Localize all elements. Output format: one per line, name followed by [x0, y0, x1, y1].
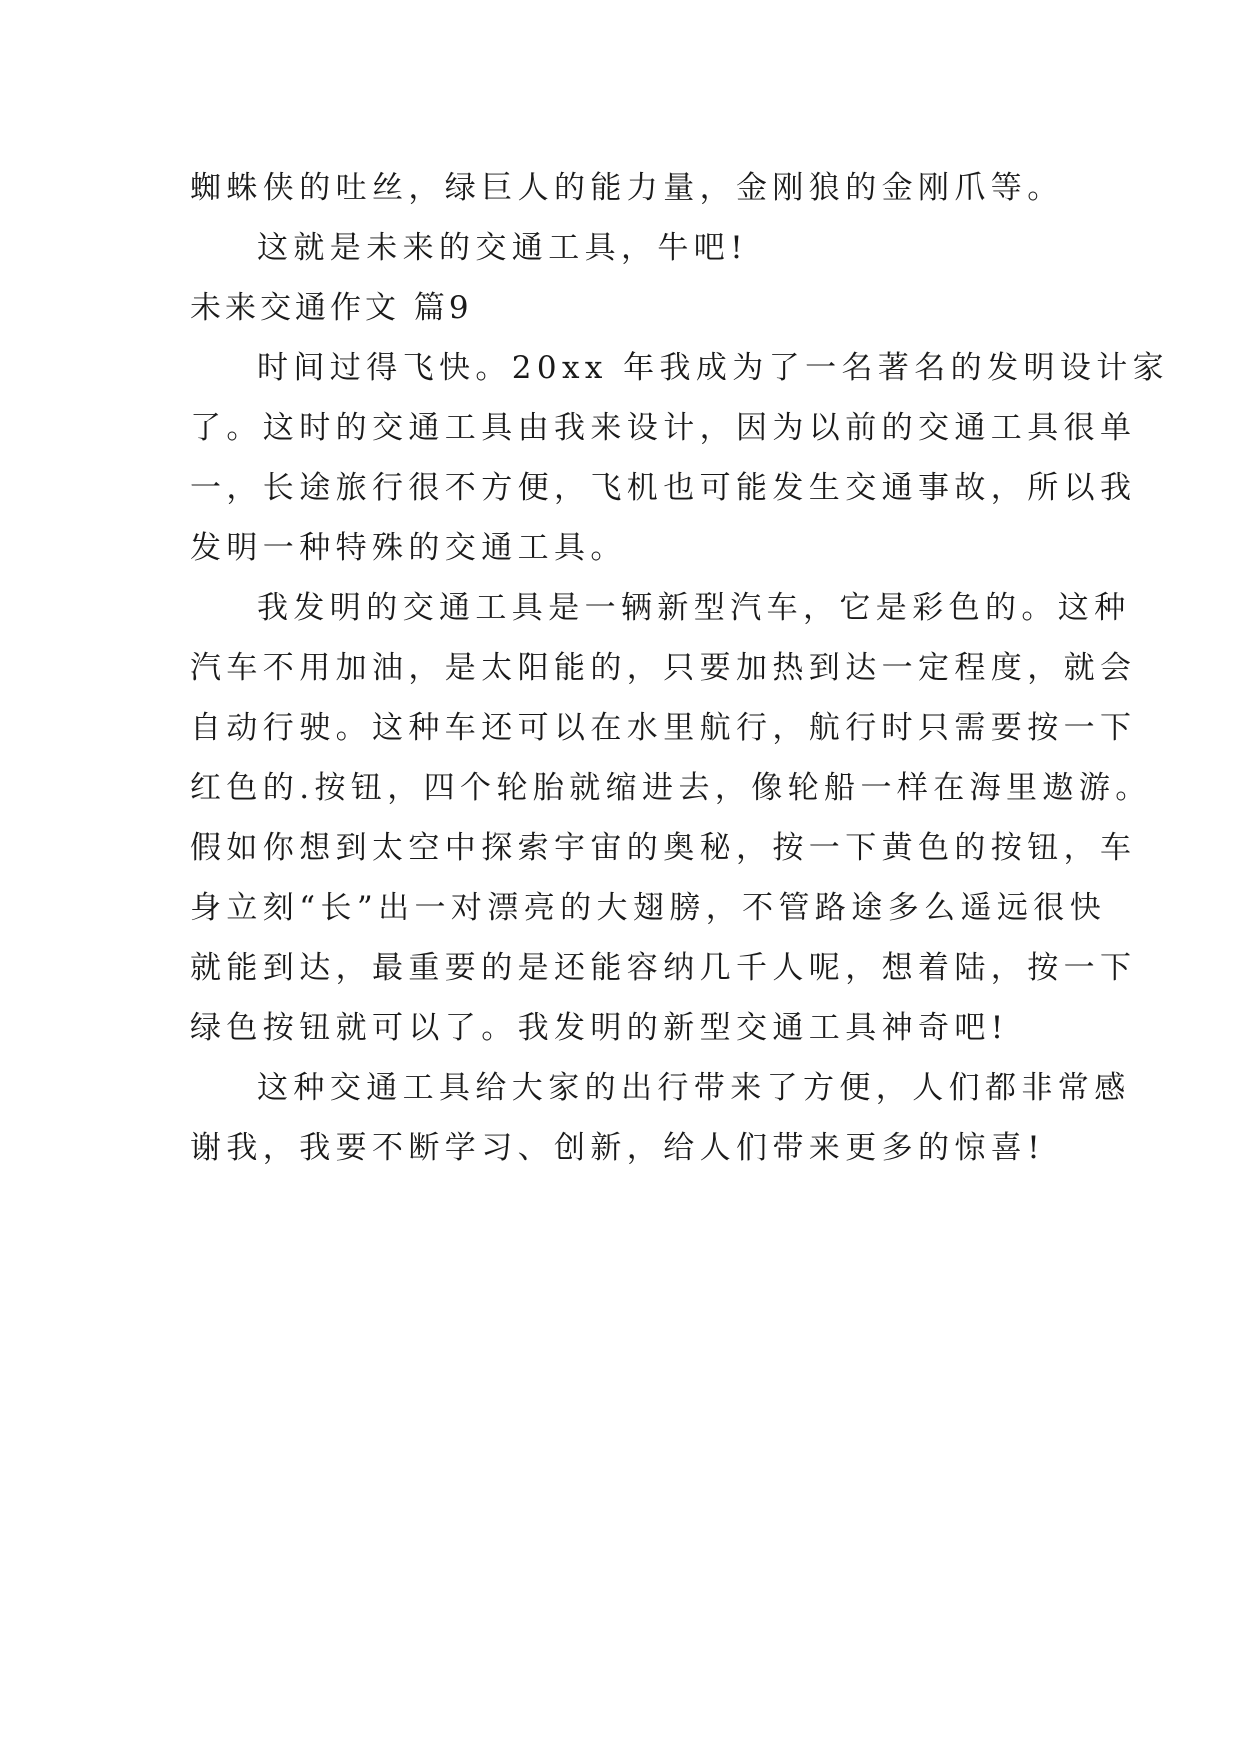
text-line: 发明一种特殊的交通工具。: [190, 530, 627, 566]
text-line: 这就是未来的交通工具，牛吧!: [257, 230, 749, 266]
text-line: 这种交通工具给大家的出行带来了方便，人们都非常感: [257, 1070, 1131, 1106]
document-page: [190, 158, 1170, 1178]
text-line: 假如你想到太空中探索宇宙的奥秘，按一下黄色的按钮，车: [190, 830, 1137, 866]
section-heading: 未来交通作文 篇9: [190, 290, 473, 326]
text-line: 就能到达，最重要的是还能容纳几千人呢，想着陆，按一下: [190, 950, 1137, 986]
text-line: 自动行驶。这种车还可以在水里航行，航行时只需要按一下: [190, 710, 1137, 746]
text-line: 身立刻“长”出一对漂亮的大翅膀，不管路途多么遥远很快: [190, 890, 1107, 926]
text-line: 绿色按钮就可以了。我发明的新型交通工具神奇吧!: [190, 1010, 1009, 1046]
text-line: 汽车不用加油，是太阳能的，只要加热到达一定程度，就会: [190, 650, 1137, 686]
text-line: 谢我，我要不断学习、创新，给人们带来更多的惊喜!: [190, 1130, 1046, 1166]
text-line: 蜘蛛侠的吐丝，绿巨人的能力量，金刚狼的金刚爪等。: [190, 170, 1064, 206]
text-line: 一，长途旅行很不方便，飞机也可能发生交通事故，所以我: [190, 470, 1137, 506]
text-line: 了。这时的交通工具由我来设计，因为以前的交通工具很单: [190, 410, 1137, 446]
text-line: 时间过得飞快。20xx 年我成为了一名著名的发明设计家: [257, 350, 1170, 386]
text-line: 红色的.按钮，四个轮胎就缩进去，像轮船一样在海里遨游。: [190, 770, 1152, 806]
text-line: 我发明的交通工具是一辆新型汽车，它是彩色的。这种: [257, 590, 1131, 626]
